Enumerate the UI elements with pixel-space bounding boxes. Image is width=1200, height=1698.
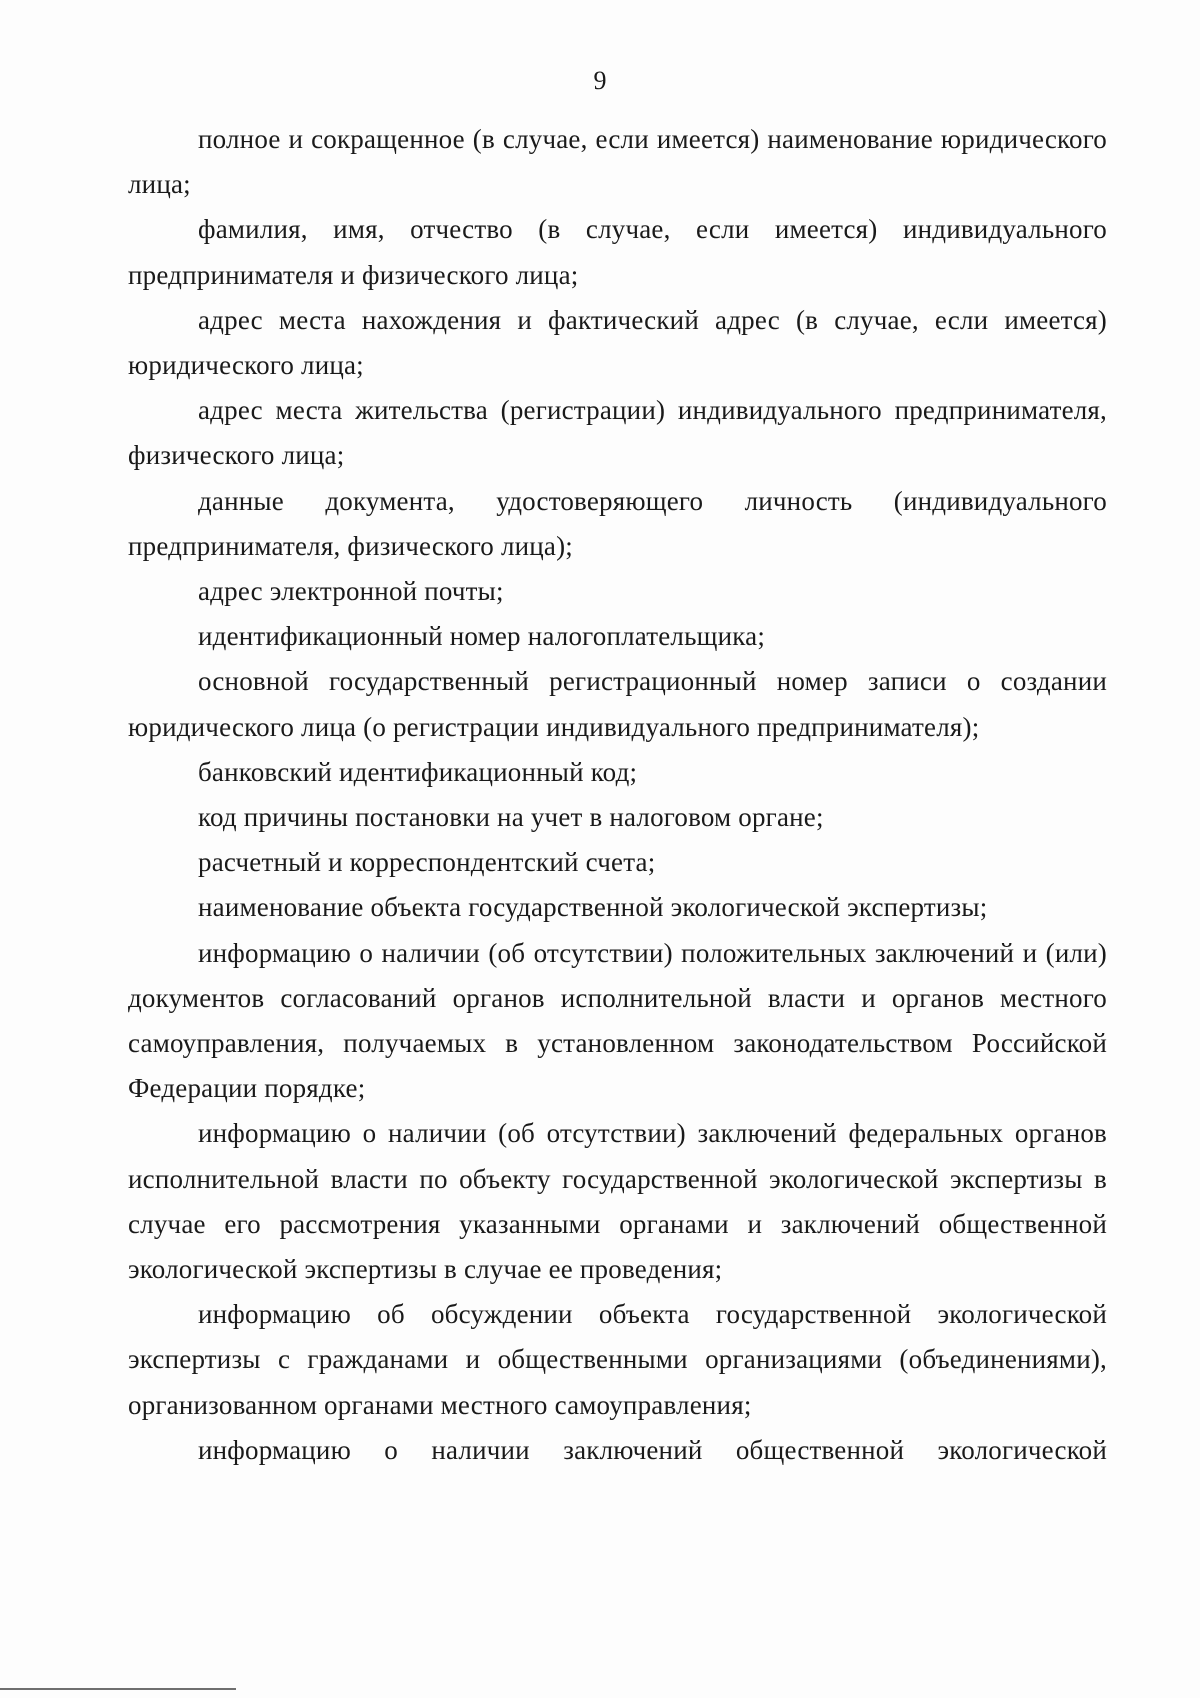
paragraph-public-discussion: информацию об обсуждении объекта государственной экологической экспертизы с гражданами и общественными организациями (объединениями), организованном органами местного самоуправления; — [128, 1299, 1107, 1420]
document-body — [128, 117, 1107, 1473]
paragraph-full-name: фамилия, имя, отчество (в случае, если имеется) индивидуального предпринимателя и физического лица; — [128, 214, 1107, 290]
paragraph-public-expertise: информацию о наличии заключений общественной экологической — [198, 1434, 1107, 1465]
paragraph-federal-conclusions: информацию о наличии (об отсутствии) заключений федеральных органов исполнительной власти по объекту государственной экологической экспертизы в случае его рассмотрения указанными органами и заключений общественной экологической экспертизы в случае ее проведения; — [128, 1118, 1107, 1285]
paragraph-bank-accounts: расчетный и корреспондентский счета; — [198, 847, 656, 878]
paragraph-email: адрес электронной почты; — [198, 576, 504, 607]
footnote-divider — [0, 1688, 236, 1690]
paragraph-approvals-info: информацию о наличии (об отсутствии) положительных заключений и (или) документов согласований органов исполнительной власти и органов местного самоуправления, получаемых в установленном законодательством Российской Федерации порядке; — [128, 937, 1107, 1104]
paragraph-bank-code: банковский идентификационный код; — [198, 756, 638, 787]
paragraph-registration-number: основной государственный регистрационный номер записи о создании юридического лица (о регистрации индивидуального предпринимателя); — [128, 666, 1107, 742]
page-number: 9 — [593, 66, 607, 95]
paragraph-tax-registration-code: код причины постановки на учет в налоговом органе; — [198, 802, 824, 833]
paragraph-taxpayer-number: идентификационный номер налогоплательщика; — [198, 621, 766, 652]
paragraph-residence-address: адрес места жительства (регистрации) индивидуального предпринимателя, физического лица; — [128, 395, 1107, 471]
paragraph-legal-address: адрес места нахождения и фактический адрес (в случае, если имеется) юридического лица; — [128, 304, 1107, 381]
paragraph-expertise-object: наименование объекта государственной экологической экспертизы; — [198, 892, 988, 923]
paragraph-legal-entity-name: полное и сокращенное (в случае, если имеется) наименование юридического лица; — [128, 124, 1107, 200]
paragraph-identity-document: данные документа, удостоверяющего личность (индивидуального предпринимателя, физического лица); — [128, 485, 1107, 561]
